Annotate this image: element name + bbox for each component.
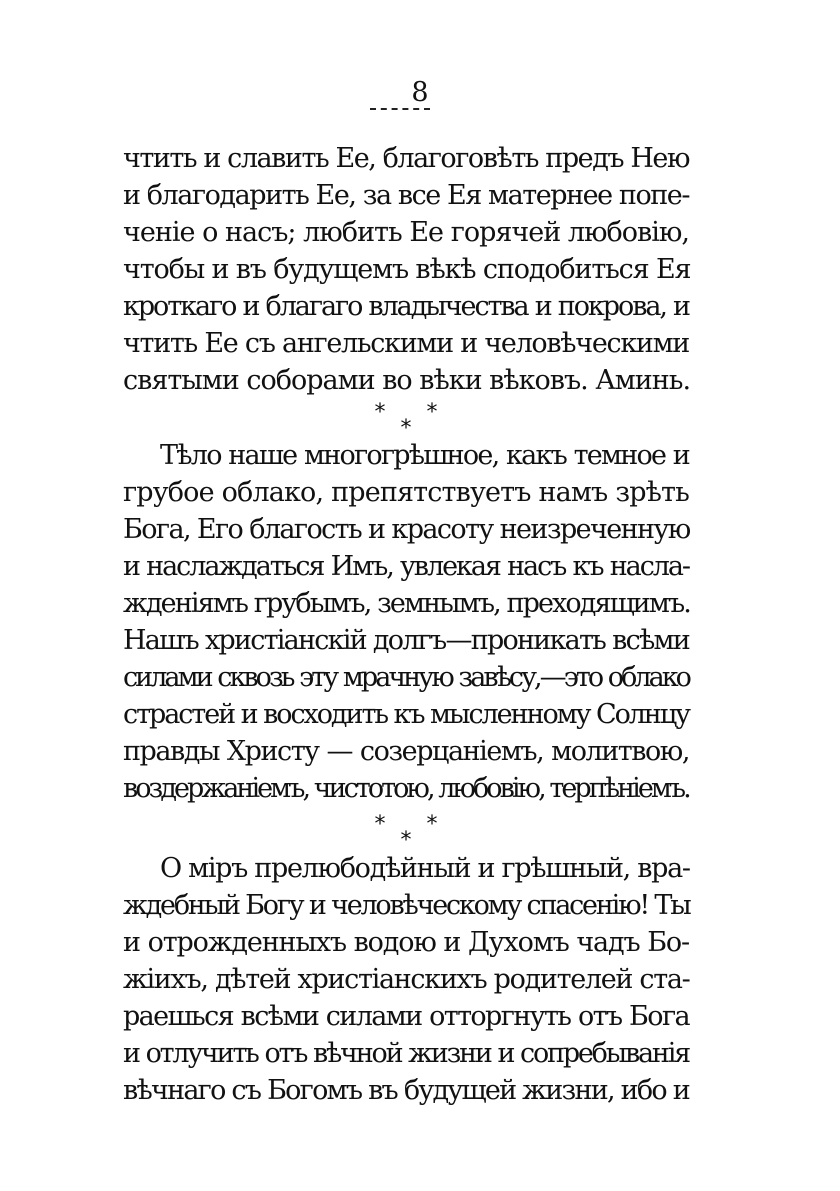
paragraph-3-line-4: жіихъ, дѣтей христіанскихъ родителей ста- xyxy=(123,964,690,995)
paragraph-3-line-6: и отлучить отъ вѣчной жизни и сопребыванія xyxy=(123,1038,689,1069)
paragraph-3-line-7: вѣчнаго съ Богомъ въ будущей жизни, ибо и xyxy=(123,1075,689,1106)
asterism-separator-2 xyxy=(0,814,840,854)
asterism-separator-1 xyxy=(0,402,840,442)
paragraph-3-line-3: и отрожденныхъ водою и Духомъ чадъ Бо- xyxy=(123,927,689,958)
paragraph-1-line-5: кроткаго и благаго владычества и покрова, и xyxy=(123,291,689,322)
paragraph-3-line-5: раешься всѣми силами отторгнуть отъ Бога xyxy=(123,1001,689,1032)
paragraph-1-line-6: чтить Ее съ ангельскими и человѣческими xyxy=(123,328,689,359)
paragraph-2-line-3: Бога, Его благость и красоту неизреченную xyxy=(123,514,690,545)
asterism-star: * xyxy=(426,812,438,837)
paragraph-2-line-9: правды Христу — созерцаніемъ, молитвою, xyxy=(123,736,689,767)
paragraph-2-line-5: жденіямъ грубымъ, земнымъ, преходящимъ. xyxy=(123,588,690,619)
page-number: 8 xyxy=(411,77,429,108)
asterism-star: * xyxy=(374,812,386,837)
paragraph-1-line-2: и благодарить Ее, за все Ея матернее попе- xyxy=(123,180,689,211)
paragraph-1-line-7: святыми соборами во вѣки вѣковъ. Аминь. xyxy=(123,365,691,396)
paragraph-2-line-4: и наслаждаться Имъ, увлекая насъ къ насла- xyxy=(123,551,689,582)
paragraph-2-line-10: воздержаніемъ, чистотою, любовію, терпѣніемъ. xyxy=(123,773,689,804)
paragraph-2-line-7: силами сквозь эту мрачную завѣсу,—это облако xyxy=(123,662,689,693)
asterism-star: * xyxy=(400,828,412,853)
paragraph-3-line-2: ждебный Богу и человѣческому спасенію! Ты xyxy=(123,890,690,921)
paragraph-1-line-4: чтобы и въ будущемъ вѣкѣ сподобиться Ея xyxy=(123,254,691,285)
asterism-star: * xyxy=(400,416,412,441)
asterism-star: * xyxy=(374,400,386,425)
paragraph-2-line-6: Нашъ христіанскій долгъ—проникать всѣми xyxy=(123,625,689,656)
paragraph-3-line-1: О міръ прелюбодѣйный и грѣшный, вра- xyxy=(160,853,690,884)
paragraph-2-line-1: Тѣло наше многогрѣшное, какъ темное и xyxy=(160,440,689,471)
paragraph-1-line-3: ченіе о насъ; любить Ее горячей любовію, xyxy=(123,217,689,248)
paragraph-1-line-1: чтить и славить Ее, благоговѣть предъ Нею xyxy=(123,143,689,174)
paragraph-2-line-8: страстей и восходить къ мысленному Солнцу xyxy=(123,699,689,730)
paragraph-2-line-2: грубое облако, препятствуетъ намъ зрѣть xyxy=(123,477,689,508)
asterism-star: * xyxy=(426,400,438,425)
